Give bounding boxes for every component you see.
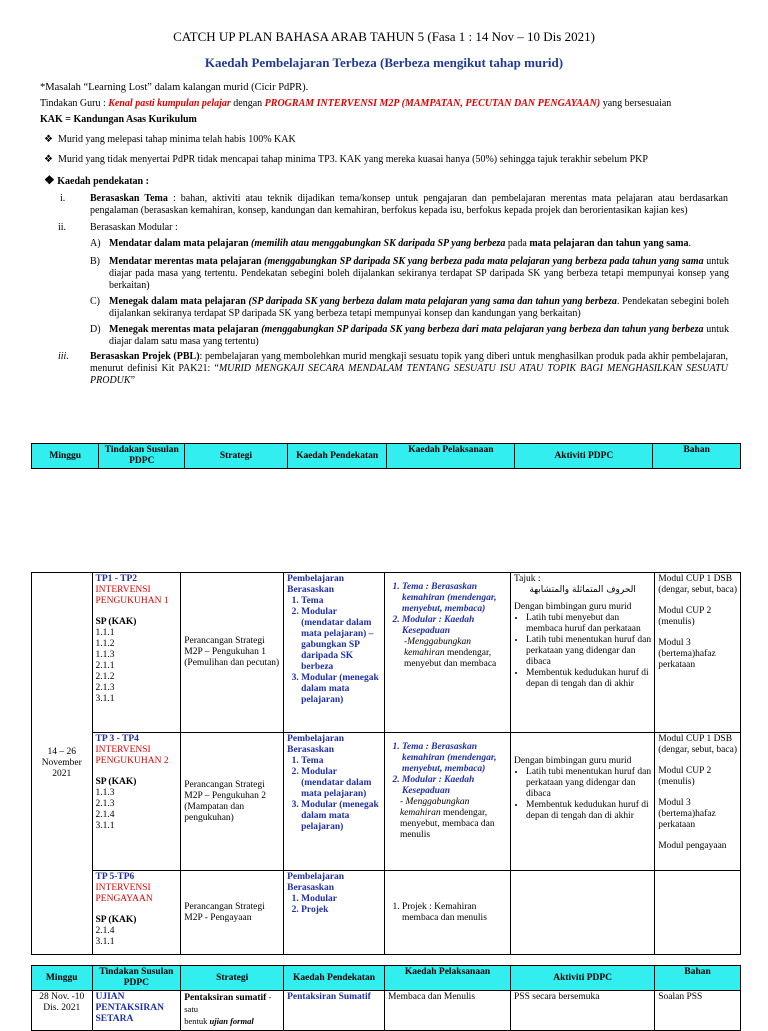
item-b-label: B)	[90, 256, 100, 267]
diamond-bullet-icon: ❖	[44, 154, 53, 165]
tindakan-guru: Tindakan Guru : Kenal pasti kumpulan pelajar dengan PROGRAM INTERVENSI M2P (MAMPATAN, PECUTAN DAN PENGAYAAN) yang bersesuaian	[40, 98, 672, 109]
item-b-text: Mendatar merentas mata pelajaran (menggabungkan SP daripada SK yang berbeza pada mata pelajaran yang berbeza pada tahun yang sama untuk diajar pada masa yang tertentu. Pendekatan sebegini boleh dijalankan sekiranya terdapat SP daripada SK yang berbeza tetapi mempunyai konsep yang berkaitan)	[109, 256, 730, 291]
bullet-1: ❖ Murid yang melepasi tahap minima telah habis 100% KAK	[44, 134, 296, 145]
plan-table-week-2	[31, 965, 741, 1031]
item-iii-number: iii.	[58, 351, 69, 362]
col-kaedah-pendekatan: Kaedah Pendekatan	[287, 444, 387, 469]
tindakan-cell: TP 5-TP6 INTERVENSI PENGAYAAN SP (KAK) 2.1.4 3.1.1	[92, 871, 181, 955]
tindakan-cell: TP1 - TP2 INTERVENSI PENGUKUHAN 1 SP (KAK) 1.1.1 1.1.2 1.1.3 2.1.1 2.1.2 2.1.3 3.1.1	[92, 573, 181, 733]
header-table-1	[31, 443, 741, 469]
table-row	[32, 573, 741, 733]
col-strategi: Strategi	[181, 966, 284, 991]
kaedah-heading: ❖ Kaedah pendekatan :	[44, 173, 149, 187]
bahan-cell: Soalan PSS	[655, 991, 741, 1031]
page-title: CATCH UP PLAN BAHASA ARAB TAHUN 5 (Fasa 1 : 14 Nov – 10 Dis 2021)	[173, 29, 595, 44]
item-i-text: Berasaskan Tema : bahan, aktiviti atau teknik dijadikan tema/konsep untuk pengajaran dan pembelajaran merentas mata pelajaran atau berdasarkan pengalaman (berasaskan kemahiran, konsep, kandungan dan kemahiran, berfokus kepada isu, berfokus kepada projek dan berorientasikan kajian kes)	[90, 193, 728, 216]
diamond-bullet-icon: ❖	[44, 173, 55, 187]
masalah-text: *Masalah “Learning Lost” dalam kalangan murid (Cicir PdPR).	[40, 82, 309, 93]
bahan-cell: Modul CUP 1 DSB (dengar, sebut, baca) Modul CUP 2 (menulis) Modul 3 (bertema)hafaz perkataan	[655, 573, 741, 733]
kak-definition: KAK = Kandungan Asas Kurikulum	[40, 114, 197, 125]
kaedah-pelaksanaan-cell: 1. Projek : Kemahiran membaca dan menulis	[384, 871, 510, 955]
col-kaedah-pelaksanaan: Kaedah Pelaksanaan	[387, 444, 515, 469]
item-ii-text: Berasaskan Modular :	[90, 222, 178, 233]
bullet-2: ❖ Murid yang tidak menyertai PdPR tidak mencapai tahap minima TP3. KAK yang mereka kuasai hanya (50%) sehingga tajuk terakhir sebelum PKP	[44, 154, 648, 165]
kaedah-pelaksanaan-cell: 1. Tema : Berasaskan kemahiran (mendengar, menyebut, membaca) 2. Modular : Kaedah Kesepaduan -Menggabungkan kemahiran mendengar, menyebut dan membaca	[384, 573, 510, 733]
strategi-cell: Pentaksiran sumatif - satu bentuk ujian formal	[181, 991, 284, 1031]
kaedah-pendekatan-cell: Pentaksiran Sumatif	[284, 991, 385, 1031]
kaedah-pendekatan-cell: Pembelajaran Berasaskan 1. Tema 2. Modular (mendatar dalam mata pelajaran) 3. Modular (menegak dalam mata pelajaran)	[284, 733, 385, 871]
col-kaedah-pendekatan: Kaedah Pendekatan	[284, 966, 385, 991]
col-kaedah-pelaksanaan: Kaedah Pelaksanaan	[384, 966, 510, 991]
strategi-cell: Perancangan Strategi M2P – Pengukuhan 1 (Pemulihan dan pecutan)	[181, 573, 284, 733]
item-d-label: D)	[90, 324, 101, 335]
strategi-cell: Perancangan Strategi M2P – Pengukuhan 2 (Mampatan dan pengukuhan)	[181, 733, 284, 871]
minggu-cell: 14 – 26 November 2021	[32, 573, 93, 955]
page-subtitle: Kaedah Pembelajaran Terbeza (Berbeza mengikut tahap murid)	[204, 55, 564, 70]
col-minggu: Minggu	[32, 444, 99, 469]
aktiviti-cell	[511, 871, 655, 955]
item-a-label: A)	[90, 238, 101, 249]
item-iii-text: Berasaskan Projek (PBL): pembelajaran yang membolehkan murid mengkaji sesuatu topik yang diberi untuk menghasilkan produk pada akhir pembelajaran, menurut definisi Kit PAK21: “MURID MENGKAJI SECARA MENDALAM TENTANG SESUATU ISU ATAU TOPIK BAGI MENGHASILKAN SESUATU PRODUK”	[90, 351, 729, 386]
col-bahan: Bahan	[653, 444, 741, 469]
table-row	[32, 991, 741, 1031]
aktiviti-cell: PSS secara bersemuka	[511, 991, 655, 1031]
table-row	[32, 733, 741, 871]
strategi-cell: Perancangan Strategi M2P - Pengayaan	[181, 871, 284, 955]
bahan-cell	[655, 871, 741, 955]
kaedah-pelaksanaan-cell: 1. Tema : Berasaskan kemahiran (mendengar, menyebut, membaca) 2. Modular : Kaedah Kesepaduan - Menggabungkan kemahiran mendengar, menyebut, membaca dan menulis	[384, 733, 510, 871]
col-tindakan: Tindakan Susulan PDPC	[99, 444, 185, 469]
kaedah-pendekatan-cell: Pembelajaran Berasaskan 1. Modular 2. Projek	[284, 871, 385, 955]
table-row	[32, 871, 741, 955]
item-c-label: C)	[90, 296, 100, 307]
diamond-bullet-icon: ❖	[44, 134, 53, 145]
minggu-cell: 28 Nov. -10 Dis. 2021	[32, 991, 93, 1031]
col-bahan: Bahan	[655, 966, 741, 991]
bahan-cell: Modul CUP 1 DSB (dengar, sebut, baca) Modul CUP 2 (menulis) Modul 3 (bertema)hafaz perkataan Modul pengayaan	[655, 733, 741, 871]
col-tindakan: Tindakan Susulan PDPC	[92, 966, 181, 991]
item-ii-number: ii.	[58, 222, 67, 233]
plan-table-week-1	[31, 572, 741, 955]
col-minggu: Minggu	[32, 966, 93, 991]
tindakan-cell: UJIAN PENTAKSIRAN SETARA	[92, 991, 181, 1031]
aktiviti-cell: Dengan bimbingan guru murid • Latih tubi menentukan huruf dan perkataan yang didengar dan dibaca • Membentuk kedudukan huruf di depan di tengah dan di akhir	[511, 733, 655, 871]
item-a-text: Mendatar dalam mata pelajaran (memilih atau menggabungkan SK daripada SP yang berbeza pada mata pelajaran dan tahun yang sama.	[109, 238, 692, 249]
tindakan-cell: TP 3 - TP4 INTERVENSI PENGUKUHAN 2 SP (KAK) 1.1.3 2.1.3 2.1.4 3.1.1	[92, 733, 181, 871]
kaedah-pelaksanaan-cell: Membaca dan Menulis	[384, 991, 510, 1031]
col-strategi: Strategi	[185, 444, 288, 469]
item-i-number: i.	[60, 193, 66, 204]
kaedah-pendekatan-cell: Pembelajaran Berasaskan 1. Tema 2. Modular (mendatar dalam mata pelajaran) – gabungkan SP daripada SK berbeza 3. Modular (menegak dalam mata pelajaran)	[284, 573, 385, 733]
col-aktiviti: Aktiviti PDPC	[511, 966, 655, 991]
aktiviti-cell: Tajuk : الحروف المتماثلة والمتشابهة Dengan bimbingan guru murid • Latih tubi menyebut dan membaca huruf dan perkataan • Latih tubi menentukan huruf dan perkataan yang didengar dan dibaca • Membentuk kedudukan huruf di depan di tengah dan di akhir	[511, 573, 655, 733]
col-aktiviti: Aktiviti PDPC	[515, 444, 653, 469]
item-d-text: Menegak merentas mata pelajaran (menggabungkan SP daripada SK yang berbeza dari mata pelajaran yang berbeza dan tahun yang berbeza untuk diajar dalam satu masa yang tertentu)	[109, 324, 729, 347]
item-c-text: Menegak dalam mata pelajaran (SP daripada SK yang berbeza dalam mata pelajaran yang sama dan tahun yang berbeza. Pendekatan sebegini boleh dijalankan sekiranya terdapat SP daripada SK yang berbeza tetapi mempunyai konsep dan kandungan yang berkaitan)	[109, 296, 729, 319]
